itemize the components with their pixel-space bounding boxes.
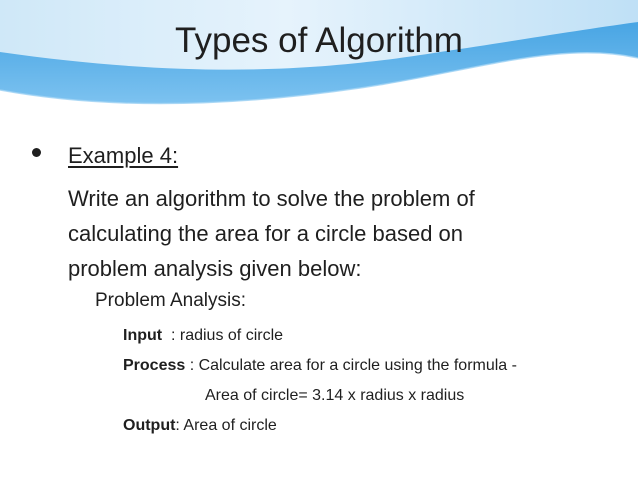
- input-line: [123, 325, 283, 347]
- process-label: Process: [123, 357, 186, 374]
- slide-title: Types of Algorithm: [175, 21, 463, 60]
- process-line: [123, 355, 517, 377]
- bullet-label: Example 4:: [68, 143, 179, 168]
- input-label: Input: [123, 327, 163, 344]
- bullet-dot-icon: [32, 148, 41, 157]
- output-label: Output: [123, 417, 176, 434]
- paragraph-line-2: calculating the area for a circle based on: [68, 221, 464, 246]
- output-line: [123, 415, 277, 437]
- output-text: : Area of circle: [175, 417, 277, 434]
- paragraph-line-3: problem analysis given below:: [68, 256, 362, 281]
- input-text: : radius of circle: [162, 327, 284, 344]
- problem-analysis-heading: Problem Analysis:: [95, 290, 247, 311]
- process-text: : Calculate area for a circle using the formula -: [185, 357, 517, 374]
- formula-line: Area of circle= 3.14 x radius x radius: [205, 387, 465, 404]
- paragraph-line-1: Write an algorithm to solve the problem of: [68, 186, 475, 211]
